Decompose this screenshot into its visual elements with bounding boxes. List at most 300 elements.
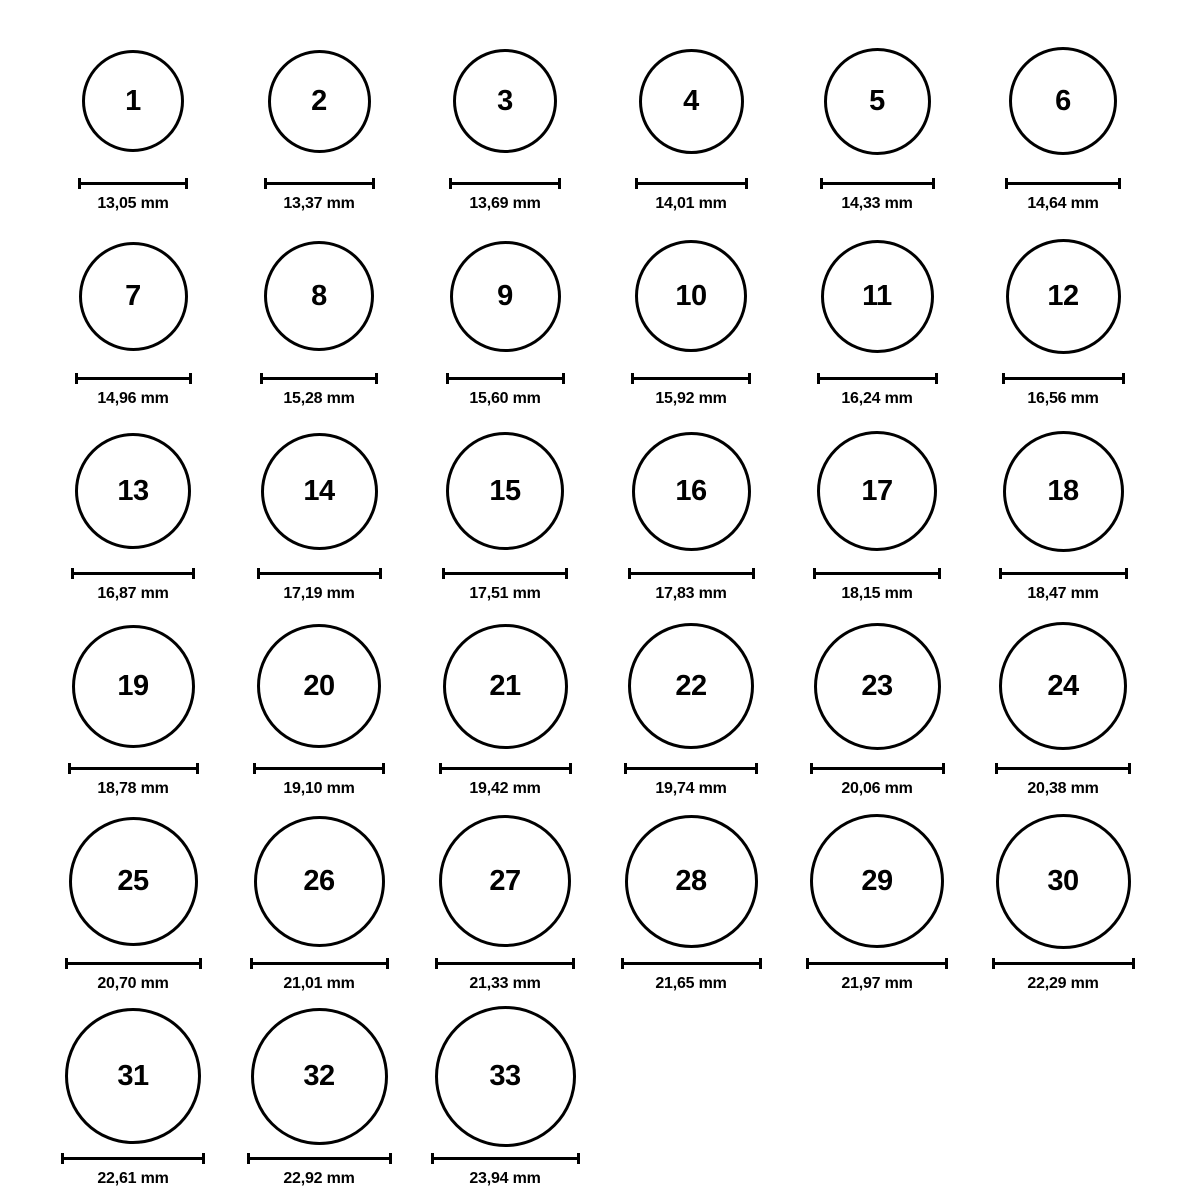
diameter-measure — [412, 568, 598, 603]
ring-size-item[interactable] — [970, 31, 1156, 213]
diameter-measure — [598, 958, 784, 993]
caliper-icon — [992, 958, 1135, 969]
caliper-tick-right — [189, 373, 192, 384]
caliper-tick-left — [628, 568, 631, 579]
caliper-bar — [813, 572, 941, 575]
diameter-label: 13,37 mm — [283, 195, 355, 212]
diameter-measure — [970, 568, 1156, 603]
ring-circle-wrap — [251, 1006, 388, 1146]
caliper-tick-right — [752, 568, 755, 579]
ring-size-number: 26 — [303, 864, 335, 897]
caliper-icon — [628, 568, 755, 579]
ring-circle[interactable] — [632, 432, 751, 551]
caliper-tick-right — [196, 763, 199, 774]
caliper-tick-right — [375, 373, 378, 384]
caliper-tick-right — [389, 1153, 392, 1164]
caliper-tick-left — [810, 763, 813, 774]
diameter-label: 22,92 mm — [283, 1170, 355, 1187]
caliper-tick-left — [68, 763, 71, 774]
caliper-bar — [631, 377, 751, 380]
ring-size-number: 10 — [675, 279, 707, 312]
caliper-tick-right — [572, 958, 575, 969]
ring-size-item[interactable] — [598, 811, 784, 993]
ring-circle[interactable] — [264, 241, 374, 351]
caliper-icon — [75, 373, 192, 384]
diameter-measure — [226, 178, 412, 213]
ring-circle-wrap — [453, 31, 557, 171]
caliper-bar — [257, 572, 382, 575]
ring-size-number: 28 — [675, 864, 707, 897]
caliper-icon — [71, 568, 195, 579]
caliper-icon — [65, 958, 202, 969]
caliper-bar — [446, 377, 565, 380]
diameter-label: 21,65 mm — [655, 975, 727, 992]
ring-size-item[interactable] — [226, 811, 412, 993]
caliper-tick-right — [185, 178, 188, 189]
caliper-tick-left — [1002, 373, 1005, 384]
ring-circle-wrap — [635, 226, 747, 366]
caliper-icon — [995, 763, 1131, 774]
diameter-measure — [40, 1153, 226, 1188]
caliper-tick-left — [71, 568, 74, 579]
caliper-bar — [810, 767, 945, 770]
ring-circle[interactable] — [814, 623, 941, 750]
ring-circle[interactable] — [254, 816, 385, 947]
caliper-icon — [806, 958, 948, 969]
ring-circle-wrap — [75, 421, 191, 561]
ring-size-item[interactable] — [970, 811, 1156, 993]
caliper-bar — [435, 962, 575, 965]
diameter-label: 14,64 mm — [1027, 195, 1099, 212]
caliper-tick-left — [61, 1153, 64, 1164]
ring-size-item[interactable] — [598, 226, 784, 408]
ring-size-number: 18 — [1047, 474, 1079, 507]
caliper-bar — [253, 767, 385, 770]
diameter-measure — [970, 373, 1156, 408]
ring-circle[interactable] — [628, 623, 754, 749]
caliper-tick-left — [999, 568, 1002, 579]
ring-circle[interactable] — [268, 50, 371, 153]
ring-circle[interactable] — [261, 433, 378, 550]
ring-size-number: 33 — [489, 1059, 521, 1092]
caliper-icon — [250, 958, 389, 969]
caliper-icon — [813, 568, 941, 579]
ring-size-number: 9 — [497, 279, 513, 312]
size-row — [40, 993, 1160, 1188]
caliper-bar — [1002, 377, 1125, 380]
ring-size-number: 15 — [489, 474, 521, 507]
caliper-tick-right — [1128, 763, 1131, 774]
ring-size-item[interactable] — [970, 421, 1156, 603]
ring-size-item[interactable] — [40, 616, 226, 798]
diameter-label: 22,29 mm — [1027, 975, 1099, 992]
ring-size-number: 17 — [861, 474, 893, 507]
diameter-label: 13,69 mm — [469, 195, 541, 212]
ring-circle-wrap — [439, 811, 571, 951]
ring-circle[interactable] — [999, 622, 1127, 750]
diameter-measure — [40, 178, 226, 213]
caliper-tick-left — [247, 1153, 250, 1164]
caliper-tick-left — [435, 958, 438, 969]
ring-circle[interactable] — [79, 242, 188, 351]
caliper-icon — [624, 763, 758, 774]
diameter-measure — [970, 763, 1156, 798]
ring-circle-wrap — [261, 421, 378, 561]
caliper-tick-right — [755, 763, 758, 774]
caliper-bar — [442, 572, 568, 575]
diameter-measure — [226, 763, 412, 798]
ring-size-number: 22 — [675, 669, 707, 702]
caliper-tick-right — [935, 373, 938, 384]
ring-circle[interactable] — [257, 624, 381, 748]
ring-circle-wrap — [632, 421, 751, 561]
caliper-bar — [999, 572, 1128, 575]
ring-size-number: 16 — [675, 474, 707, 507]
caliper-bar — [449, 182, 561, 185]
diameter-measure — [40, 373, 226, 408]
diameter-measure — [784, 373, 970, 408]
diameter-measure — [40, 568, 226, 603]
ring-circle-wrap — [817, 421, 937, 561]
caliper-icon — [446, 373, 565, 384]
caliper-tick-left — [624, 763, 627, 774]
caliper-bar — [431, 1157, 580, 1160]
ring-size-item[interactable] — [784, 31, 970, 213]
ring-circle[interactable] — [824, 48, 931, 155]
ring-size-item[interactable] — [412, 1006, 598, 1188]
ring-size-item[interactable] — [784, 421, 970, 603]
caliper-tick-left — [631, 373, 634, 384]
ring-size-item[interactable] — [412, 616, 598, 798]
caliper-tick-right — [759, 958, 762, 969]
ring-size-number: 20 — [303, 669, 335, 702]
ring-size-number: 32 — [303, 1059, 335, 1092]
caliper-tick-right — [945, 958, 948, 969]
diameter-measure — [784, 763, 970, 798]
ring-size-number: 5 — [869, 84, 885, 117]
ring-circle-wrap — [1006, 226, 1121, 366]
diameter-measure — [784, 958, 970, 993]
caliper-tick-right — [1118, 178, 1121, 189]
diameter-label: 21,33 mm — [469, 975, 541, 992]
caliper-tick-right — [745, 178, 748, 189]
diameter-measure — [970, 178, 1156, 213]
caliper-tick-right — [192, 568, 195, 579]
caliper-tick-right — [942, 763, 945, 774]
caliper-tick-right — [1122, 373, 1125, 384]
diameter-label: 16,56 mm — [1027, 390, 1099, 407]
caliper-icon — [253, 763, 385, 774]
diameter-measure — [598, 178, 784, 213]
caliper-tick-left — [250, 958, 253, 969]
ring-size-number: 1 — [125, 84, 141, 117]
caliper-tick-left — [446, 373, 449, 384]
ring-circle[interactable] — [635, 240, 747, 352]
ring-circle[interactable] — [821, 240, 934, 353]
diameter-measure — [40, 763, 226, 798]
ring-size-item[interactable] — [598, 421, 784, 603]
caliper-tick-left — [260, 373, 263, 384]
ring-size-number: 12 — [1047, 279, 1079, 312]
ring-size-number: 25 — [117, 864, 149, 897]
size-row — [40, 18, 1160, 213]
caliper-icon — [260, 373, 378, 384]
diameter-measure — [40, 958, 226, 993]
ring-circle-wrap — [639, 31, 744, 171]
ring-size-number: 19 — [117, 669, 149, 702]
diameter-label: 14,33 mm — [841, 195, 913, 212]
ring-size-number: 4 — [683, 84, 699, 117]
diameter-label: 15,28 mm — [283, 390, 355, 407]
ring-size-number: 29 — [861, 864, 893, 897]
size-row — [40, 213, 1160, 408]
caliper-bar — [820, 182, 935, 185]
ring-circle-wrap — [72, 616, 195, 756]
ring-circle[interactable] — [996, 814, 1131, 949]
diameter-label: 19,74 mm — [655, 780, 727, 797]
size-row — [40, 798, 1160, 993]
caliper-tick-left — [78, 178, 81, 189]
ring-circle-wrap — [625, 811, 758, 951]
caliper-bar — [635, 182, 748, 185]
caliper-tick-right — [372, 178, 375, 189]
ring-circle-wrap — [79, 226, 188, 366]
ring-circle-wrap — [264, 226, 374, 366]
diameter-measure — [598, 373, 784, 408]
caliper-icon — [1002, 373, 1125, 384]
diameter-measure — [412, 1153, 598, 1188]
ring-circle[interactable] — [65, 1008, 201, 1144]
ring-circle-wrap — [821, 226, 934, 366]
diameter-measure — [226, 1153, 412, 1188]
diameter-label: 20,06 mm — [841, 780, 913, 797]
caliper-tick-left — [817, 373, 820, 384]
ring-size-item[interactable] — [412, 31, 598, 213]
ring-circle-wrap — [814, 616, 941, 756]
ring-size-item[interactable] — [40, 226, 226, 408]
ring-circle-wrap — [1003, 421, 1124, 561]
ring-circle-wrap — [443, 616, 568, 756]
caliper-tick-left — [75, 373, 78, 384]
caliper-tick-right — [379, 568, 382, 579]
ring-size-number: 13 — [117, 474, 149, 507]
ring-circle[interactable] — [639, 49, 744, 154]
ring-circle[interactable] — [625, 815, 758, 948]
caliper-icon — [439, 763, 572, 774]
caliper-icon — [621, 958, 762, 969]
ring-size-number: 27 — [489, 864, 521, 897]
ring-circle-wrap — [446, 421, 564, 561]
caliper-bar — [1005, 182, 1121, 185]
caliper-bar — [68, 767, 199, 770]
diameter-label: 14,96 mm — [97, 390, 169, 407]
ring-circle[interactable] — [82, 50, 184, 152]
diameter-measure — [412, 763, 598, 798]
caliper-tick-right — [562, 373, 565, 384]
ring-size-item[interactable] — [412, 421, 598, 603]
caliper-icon — [435, 958, 575, 969]
diameter-measure — [226, 958, 412, 993]
caliper-tick-right — [558, 178, 561, 189]
caliper-tick-right — [1125, 568, 1128, 579]
ring-circle[interactable] — [450, 241, 561, 352]
caliper-bar — [71, 572, 195, 575]
ring-size-item[interactable] — [226, 616, 412, 798]
ring-size-item[interactable] — [226, 226, 412, 408]
ring-size-number: 14 — [303, 474, 335, 507]
ring-size-number: 21 — [489, 669, 521, 702]
diameter-label: 17,83 mm — [655, 585, 727, 602]
diameter-label: 20,70 mm — [97, 975, 169, 992]
ring-size-item[interactable] — [784, 226, 970, 408]
caliper-bar — [621, 962, 762, 965]
caliper-tick-left — [992, 958, 995, 969]
ring-circle[interactable] — [72, 625, 195, 748]
ring-size-item[interactable] — [412, 811, 598, 993]
diameter-measure — [598, 568, 784, 603]
caliper-bar — [260, 377, 378, 380]
caliper-bar — [995, 767, 1131, 770]
caliper-icon — [442, 568, 568, 579]
caliper-tick-left — [635, 178, 638, 189]
caliper-tick-right — [748, 373, 751, 384]
diameter-measure — [784, 568, 970, 603]
ring-circle-wrap — [65, 1006, 201, 1146]
ring-circle[interactable] — [446, 432, 564, 550]
caliper-icon — [631, 373, 751, 384]
caliper-bar — [624, 767, 758, 770]
ring-size-item[interactable] — [412, 226, 598, 408]
ring-circle[interactable] — [439, 815, 571, 947]
diameter-measure — [412, 178, 598, 213]
diameter-label: 21,01 mm — [283, 975, 355, 992]
caliper-bar — [78, 182, 188, 185]
ring-circle[interactable] — [810, 814, 944, 948]
diameter-measure — [226, 373, 412, 408]
caliper-bar — [75, 377, 192, 380]
ring-circle-wrap — [1009, 31, 1117, 171]
diameter-measure — [598, 763, 784, 798]
caliper-icon — [817, 373, 938, 384]
ring-circle[interactable] — [75, 433, 191, 549]
diameter-measure — [412, 373, 598, 408]
caliper-tick-right — [932, 178, 935, 189]
ring-size-item[interactable] — [970, 226, 1156, 408]
ring-size-number: 8 — [311, 279, 327, 312]
ring-size-item[interactable] — [226, 31, 412, 213]
diameter-measure — [412, 958, 598, 993]
caliper-tick-left — [1005, 178, 1008, 189]
ring-size-item[interactable] — [226, 421, 412, 603]
ring-circle[interactable] — [443, 624, 568, 749]
diameter-label: 18,47 mm — [1027, 585, 1099, 602]
ring-circle[interactable] — [251, 1008, 388, 1145]
ring-size-item[interactable] — [598, 31, 784, 213]
ring-circle-wrap — [628, 616, 754, 756]
caliper-tick-right — [577, 1153, 580, 1164]
caliper-tick-left — [806, 958, 809, 969]
caliper-tick-right — [199, 958, 202, 969]
ring-circle-wrap — [996, 811, 1131, 951]
caliper-bar — [61, 1157, 205, 1160]
caliper-tick-right — [202, 1153, 205, 1164]
ring-size-item[interactable] — [784, 616, 970, 798]
caliper-tick-left — [449, 178, 452, 189]
diameter-label: 15,60 mm — [469, 390, 541, 407]
caliper-tick-right — [938, 568, 941, 579]
caliper-icon — [247, 1153, 392, 1164]
ring-size-item[interactable] — [970, 616, 1156, 798]
ring-size-item[interactable] — [40, 1006, 226, 1188]
ring-circle-wrap — [257, 616, 381, 756]
caliper-icon — [264, 178, 375, 189]
ring-circle-wrap — [999, 616, 1127, 756]
ring-size-number: 30 — [1047, 864, 1079, 897]
diameter-label: 14,01 mm — [655, 195, 727, 212]
caliper-tick-right — [1132, 958, 1135, 969]
ring-size-item[interactable] — [598, 616, 784, 798]
diameter-measure — [784, 178, 970, 213]
diameter-measure — [226, 568, 412, 603]
ring-circle-wrap — [254, 811, 385, 951]
caliper-tick-left — [621, 958, 624, 969]
caliper-bar — [439, 767, 572, 770]
ring-size-number: 23 — [861, 669, 893, 702]
ring-circle[interactable] — [453, 49, 557, 153]
caliper-bar — [247, 1157, 392, 1160]
ring-circle-wrap — [450, 226, 561, 366]
ring-circle[interactable] — [1009, 47, 1117, 155]
ring-circle-wrap — [69, 811, 198, 951]
ring-circle-wrap — [810, 811, 944, 951]
caliper-tick-right — [386, 958, 389, 969]
caliper-tick-left — [65, 958, 68, 969]
diameter-label: 17,51 mm — [469, 585, 541, 602]
ring-size-number: 3 — [497, 84, 513, 117]
caliper-tick-right — [569, 763, 572, 774]
caliper-bar — [65, 962, 202, 965]
caliper-tick-left — [257, 568, 260, 579]
ring-size-item[interactable] — [784, 811, 970, 993]
diameter-label: 19,10 mm — [283, 780, 355, 797]
caliper-tick-right — [382, 763, 385, 774]
ring-circle[interactable] — [1006, 239, 1121, 354]
ring-circle-wrap — [435, 1006, 576, 1146]
diameter-label: 16,87 mm — [97, 585, 169, 602]
diameter-label: 16,24 mm — [841, 390, 913, 407]
ring-size-item[interactable] — [40, 421, 226, 603]
caliper-tick-left — [820, 178, 823, 189]
ring-circle[interactable] — [435, 1006, 576, 1147]
ring-size-item[interactable] — [40, 811, 226, 993]
ring-circle-wrap — [824, 31, 931, 171]
caliper-icon — [257, 568, 382, 579]
ring-circle[interactable] — [69, 817, 198, 946]
ring-circle-wrap — [82, 31, 184, 171]
caliper-tick-left — [431, 1153, 434, 1164]
diameter-label: 18,15 mm — [841, 585, 913, 602]
caliper-bar — [817, 377, 938, 380]
ring-size-item[interactable] — [226, 1006, 412, 1188]
ring-circle[interactable] — [1003, 431, 1124, 552]
diameter-label: 20,38 mm — [1027, 780, 1099, 797]
ring-size-item[interactable] — [40, 31, 226, 213]
caliper-icon — [999, 568, 1128, 579]
diameter-label: 18,78 mm — [97, 780, 169, 797]
ring-circle[interactable] — [817, 431, 937, 551]
caliper-icon — [68, 763, 199, 774]
caliper-icon — [78, 178, 188, 189]
